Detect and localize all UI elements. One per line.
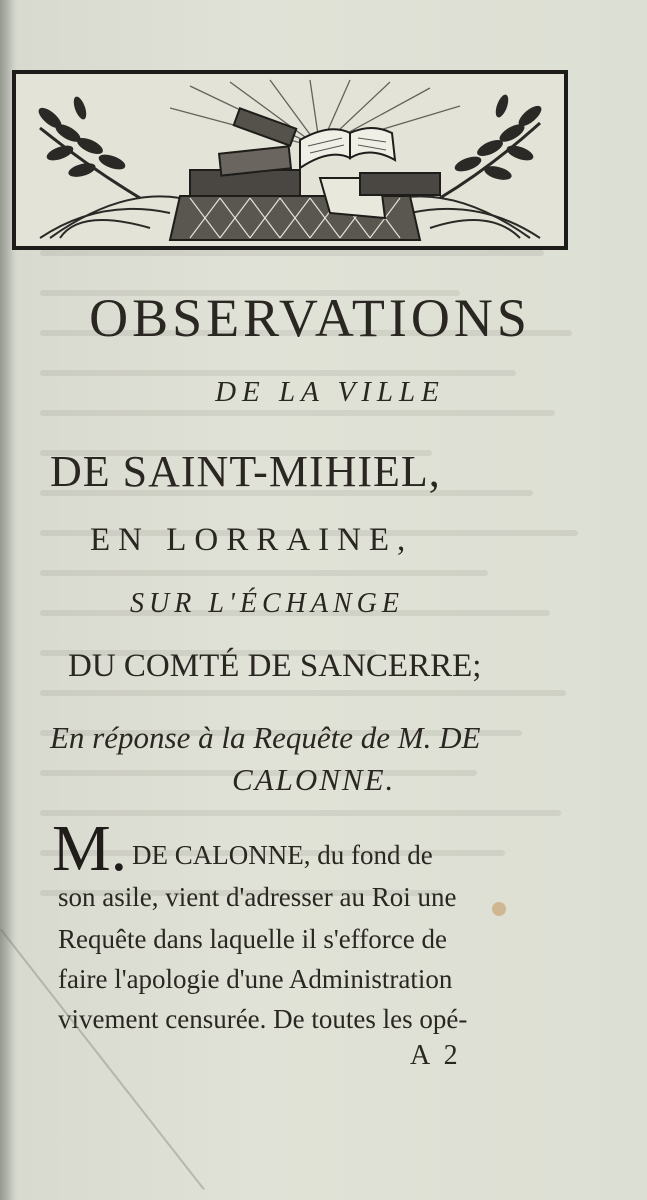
books-laurel-illustration [20, 78, 560, 242]
body-line-1: DE CALONNE, du fond de [132, 840, 433, 870]
title-sur-echange: SUR L'ÉCHANGE [130, 588, 404, 619]
subtitle-calonne: CALONNE. [232, 762, 396, 797]
title-en-lorraine: EN LORRAINE, [90, 522, 414, 558]
drop-cap: M. [52, 812, 128, 885]
woodcut-headpiece [12, 70, 568, 250]
title-de-la-ville: DE LA VILLE [215, 376, 445, 408]
body-line-2: son asile, vient d'adresser au Roi une [58, 882, 457, 912]
subtitle-reponse: En réponse à la Requête de M. DE [50, 720, 481, 755]
title-comte-sancerre: DU COMTÉ DE SANCERRE; [68, 648, 482, 684]
body-line-4: faire l'apologie d'une Administration [58, 964, 453, 994]
title-observations: OBSERVATIONS [89, 288, 531, 348]
title-saint-mihiel: DE SAINT-MIHIEL, [50, 447, 441, 496]
body-line-5: vivement censurée. De toutes les opé- [58, 1004, 468, 1034]
foxing-stain [492, 902, 506, 916]
body-line-3: Requête dans laquelle il s'efforce de [58, 924, 447, 954]
catchword-signature: A 2 [410, 1040, 462, 1071]
